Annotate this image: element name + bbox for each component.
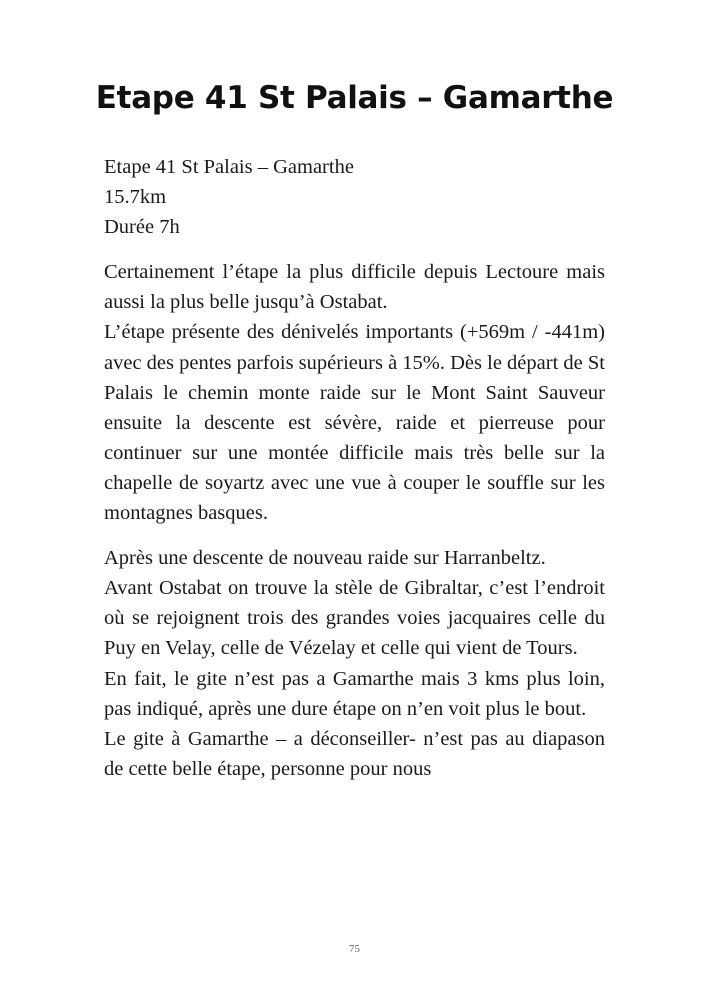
paragraph-gite-review: Le gite à Gamarthe – a déconseiller- n’est pas au diapason de cette belle étape, personne pour nous	[104, 727, 605, 780]
stage-distance: 15.7km	[104, 186, 167, 209]
paragraph-descent: Après une descente de nouveau raide sur Harranbeltz.	[104, 547, 546, 570]
page-title: Etape 41 St Palais – Gamarthe	[95, 80, 614, 116]
paragraph-gibraltar: Avant Ostabat on trouve la stèle de Gibraltar, c’est l’endroit où se rejoignent trois des grandes voies jacquaires celle du Puy en Velay, celle de Vézelay et celle qui vient de Tours.	[104, 577, 605, 660]
spacer	[104, 528, 605, 543]
document-body	[104, 152, 605, 784]
page-number: 75	[349, 943, 360, 955]
stage-info	[104, 152, 605, 242]
spacer	[104, 242, 605, 257]
paragraph-gite-location: En fait, le gite n’est pas a Gamarthe mais 3 kms plus loin, pas indiqué, après une dure étape on n’en voit plus le bout.	[104, 667, 605, 720]
paragraph-intro: Certainement l’étape la plus difficile depuis Lectoure mais aussi la plus belle jusqu’à Ostabat.	[104, 261, 605, 314]
stage-subtitle: Etape 41 St Palais – Gamarthe	[104, 156, 354, 178]
stage-duration: Durée 7h	[104, 216, 180, 239]
paragraph-elevation: L’étape présente des dénivelés importants (+569m / -441m) avec des pentes parfois supérieurs à 15%. Dès le départ de St Palais le chemin monte raide sur le Mont Saint Sauveur ensuite la descente est sévère, raide et pierreuse pour continuer sur une montée difficile mais très belle sur la chapelle de soyartz avec une vue à couper le souffle sur les montagnes basques.	[104, 321, 605, 525]
